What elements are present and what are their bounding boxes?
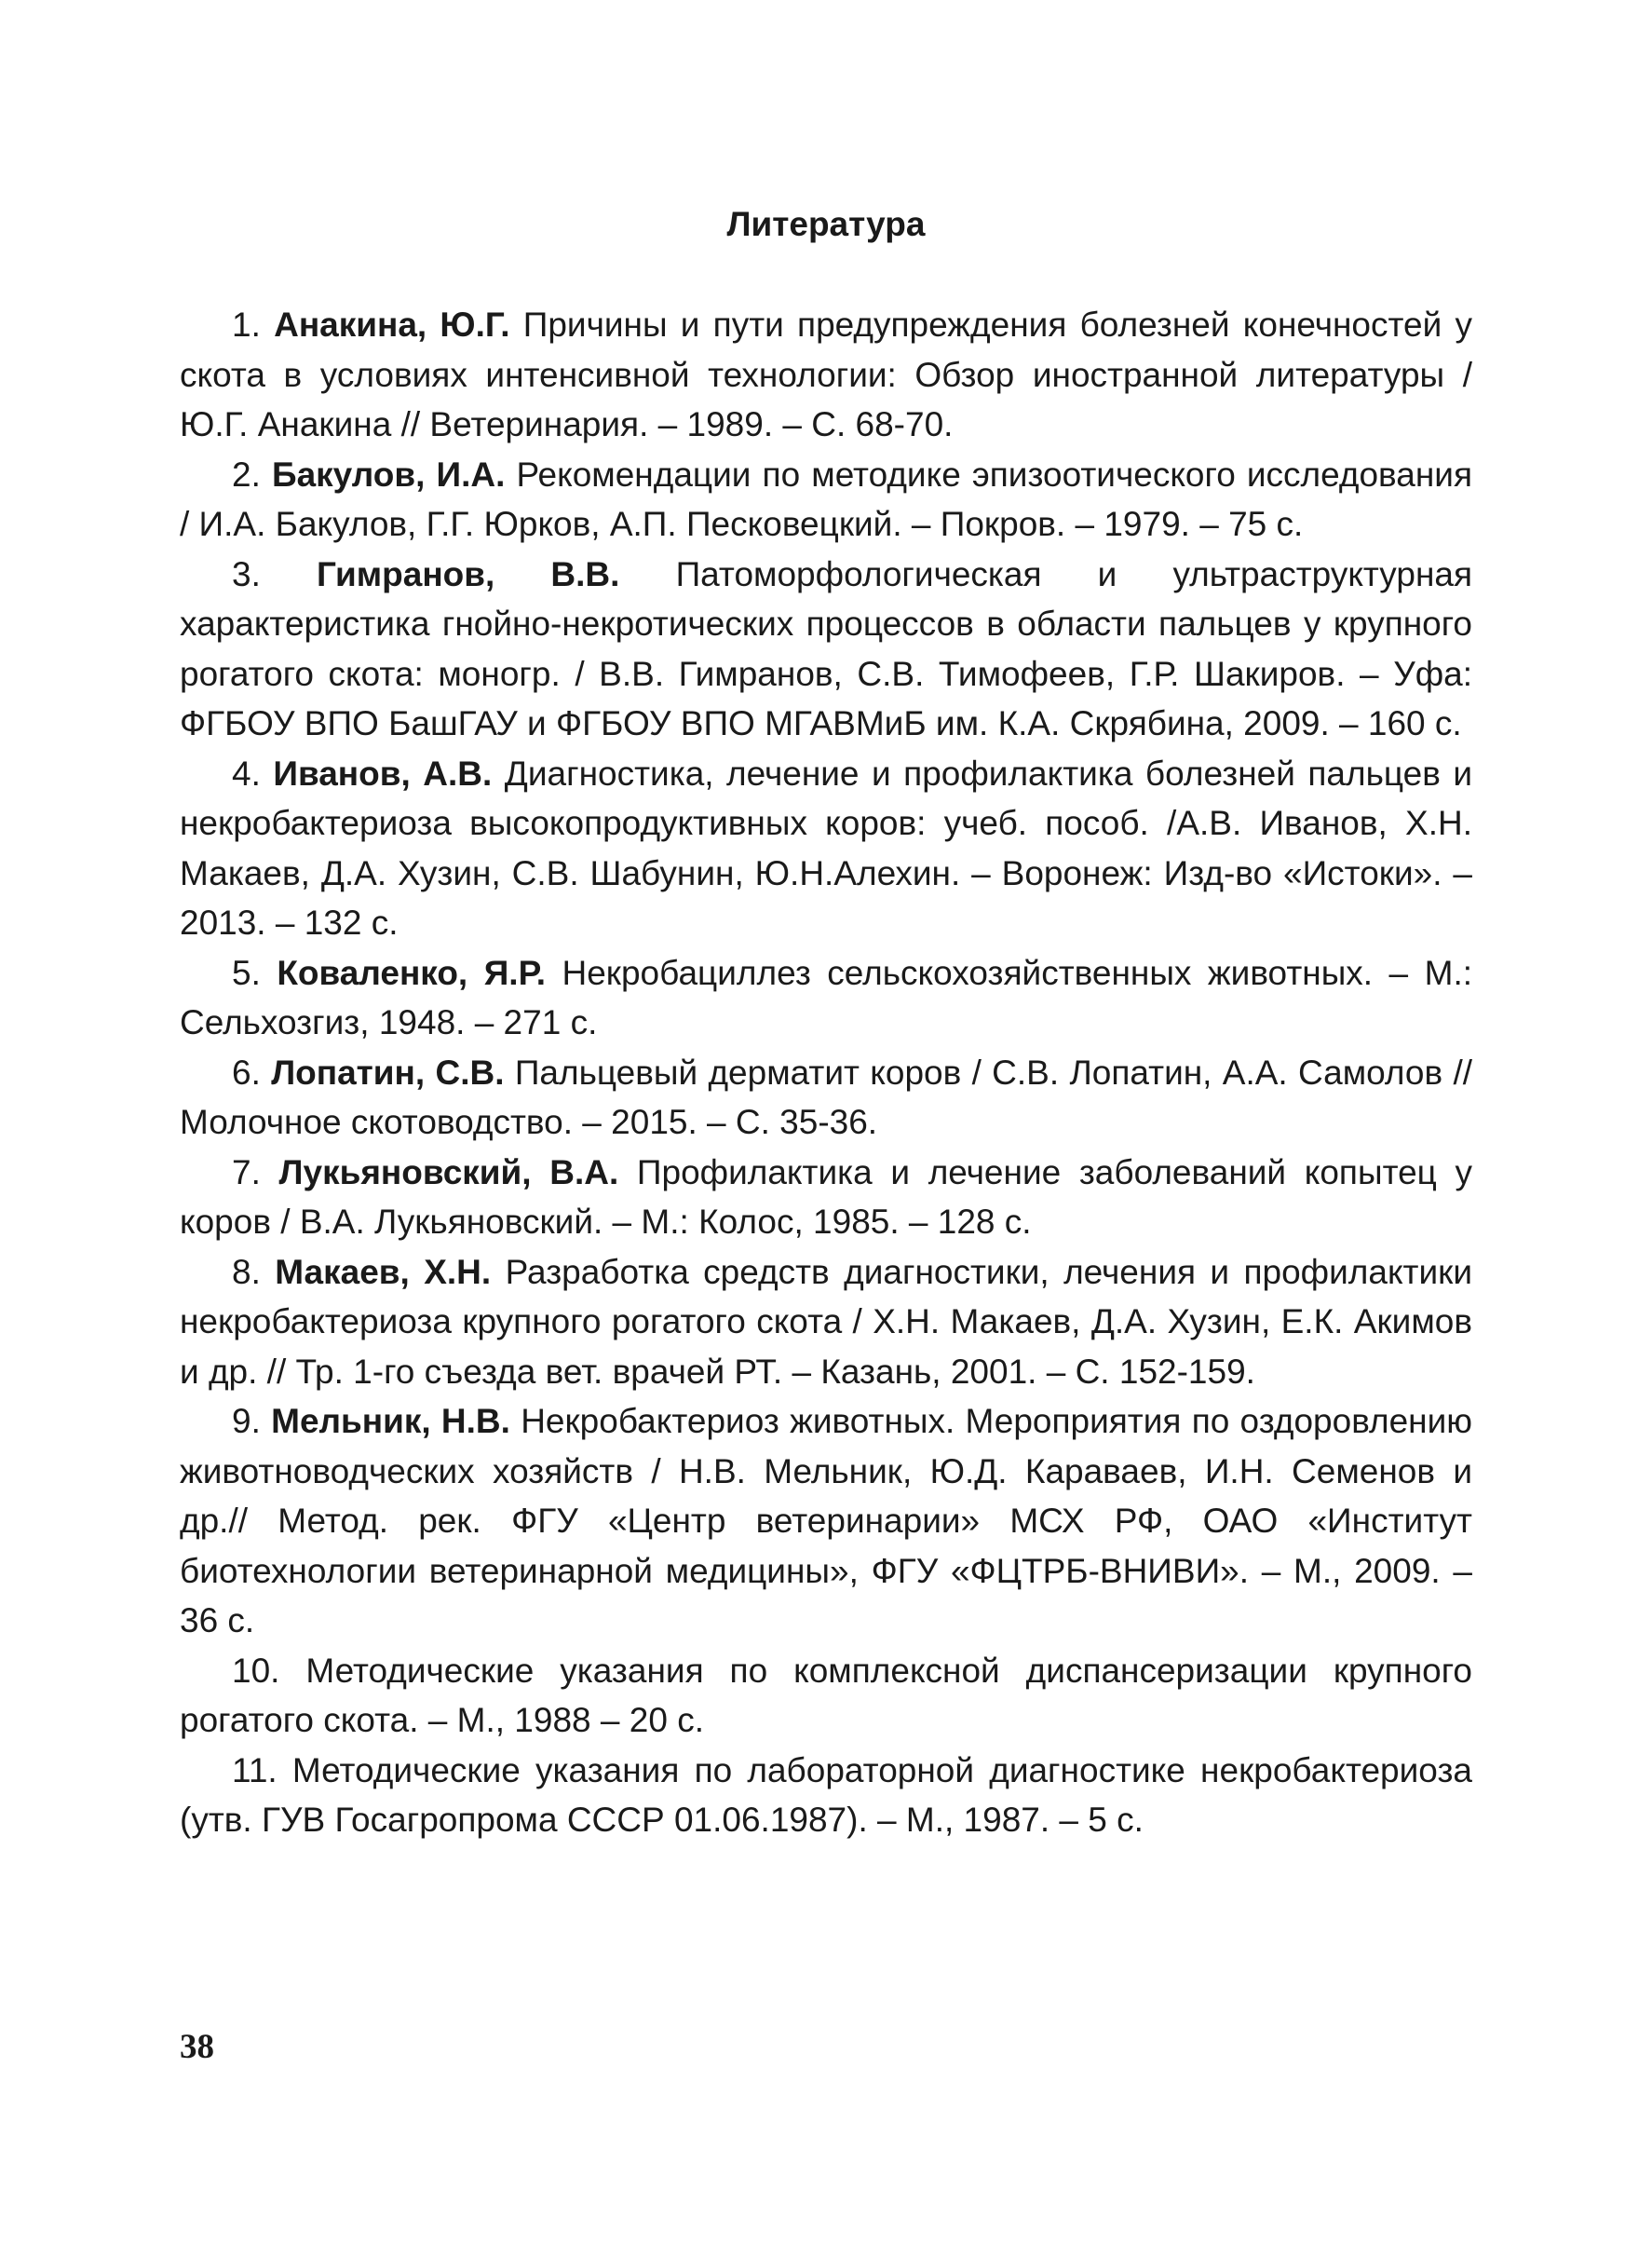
reference-item-1 (180, 300, 1472, 450)
reference-item-4 (180, 749, 1472, 948)
reference-author: Коваленко, Я.Р. (277, 953, 546, 992)
reference-number: 5. (232, 953, 261, 992)
reference-number: 3. (232, 554, 261, 593)
reference-item-8 (180, 1247, 1472, 1397)
reference-list (180, 300, 1472, 1845)
reference-text: Профилактика и лечение заболеваний копытец у коров / В.А. Лукьяновский. – М.: Колос, 1985. – 128 с. (180, 1152, 1473, 1241)
reference-author: Иванов, А.В. (273, 754, 493, 793)
reference-author: Лопатин, С.В. (271, 1053, 505, 1092)
reference-item-7 (180, 1148, 1472, 1247)
reference-item-9 (180, 1396, 1472, 1646)
reference-number: 8. (232, 1252, 261, 1291)
reference-author: Анакина, Ю.Г. (274, 306, 510, 344)
reference-text: Разработка средств диагностики, лечения и профилактики некробактериоза крупного рогатого скота / Х.Н. Макаев, Д.А. Хузин, Е.К. Акимов и др. // Тр. 1-го съезда вет. врачей РТ. – Казань, 2001. – С. 152-159. (180, 1252, 1473, 1391)
reference-text: Пальцевый дерматит коров / С.В. Лопатин, А.А. Самолов // Молочное скотоводство. – 2015. – С. 35-36. (180, 1053, 1473, 1141)
reference-item-11 (180, 1746, 1472, 1845)
reference-item-6 (180, 1048, 1472, 1148)
reference-text: Диагностика, лечение и профилактика болезней пальцев и некробактериоза высокопродуктивных коров: учеб. пособ. /А.В. Иванов, Х.Н. Макаев, Д.А. Хузин, С.В. Шабунин, Ю.Н.Алехин. – Воронеж: Изд-во «Истоки». – 2013. – 132 с. (180, 754, 1473, 942)
reference-item-2 (180, 450, 1472, 550)
reference-number: 6. (232, 1053, 261, 1092)
reference-item-10 (180, 1646, 1472, 1746)
reference-number: 4. (232, 754, 261, 793)
reference-author: Гимранов, В.В. (316, 554, 620, 593)
reference-author: Бакулов, И.А. (271, 455, 506, 494)
reference-text: Методические указания по лабораторной диагностике некробактериоза (утв. ГУВ Госагропрома СССР 01.06.1987). – М., 1987. – 5 с. (180, 1750, 1472, 1839)
reference-item-3 (180, 550, 1472, 749)
reference-author: Макаев, Х.Н. (275, 1252, 492, 1291)
reference-number: 2. (232, 455, 261, 494)
reference-text: Некробактериоз животных. Мероприятия по оздоровлению животноводческих хозяйств / Н.В. Мельник, Ю.Д. Караваев, И.Н. Семенов и др.// Метод. рек. ФГУ «Центр ветеринарии» МСХ РФ, ОАО «Институт биотехнологии ветеринарной медицины», ФГУ «ФЦТРБ-ВНИВИ». – М., 2009. – 36 с. (180, 1402, 1473, 1639)
reference-text: Патоморфологическая и ультраструктурная характеристика гнойно-некротических процессов в области пальцев у крупного рогатого скота: моногр. / В.В. Гимранов, С.В. Тимофеев, Г.Р. Шакиров. – Уфа: ФГБОУ ВПО БашГАУ и ФГБОУ ВПО МГАВМиБ им. К.А. Скрябина, 2009. – 160 с. (180, 554, 1472, 742)
reference-text: Рекомендации по методике эпизоотического исследования / И.А. Бакулов, Г.Г. Юрков, А.П. Песковецкий. – Покров. – 1979. – 75 с. (180, 455, 1473, 543)
reference-number: 9. (232, 1402, 261, 1440)
reference-author: Лукьяновский, В.А. (278, 1152, 619, 1191)
reference-number: 10. (232, 1651, 280, 1690)
reference-item-5 (180, 948, 1472, 1048)
page-number: 38 (180, 2028, 214, 2066)
reference-text: Некробациллез сельскохозяйственных животных. – М.: Сельхозгиз, 1948. – 271 с. (180, 953, 1472, 1041)
reference-text: Методические указания по комплексной диспансеризации крупного рогатого скота. – М., 1988 – 20 с. (180, 1651, 1472, 1739)
reference-text: Причины и пути предупреждения болезней конечностей у скота в условиях интенсивной технологии: Обзор иностранной литературы / Ю.Г. Анакина // Ветеринария. – 1989. – С. 68-70. (180, 306, 1473, 443)
page-title: Литература (726, 205, 926, 243)
reference-number: 7. (232, 1152, 261, 1191)
reference-author: Мельник, Н.В. (271, 1402, 510, 1440)
reference-number: 11. (232, 1750, 278, 1789)
reference-number: 1. (232, 306, 261, 344)
